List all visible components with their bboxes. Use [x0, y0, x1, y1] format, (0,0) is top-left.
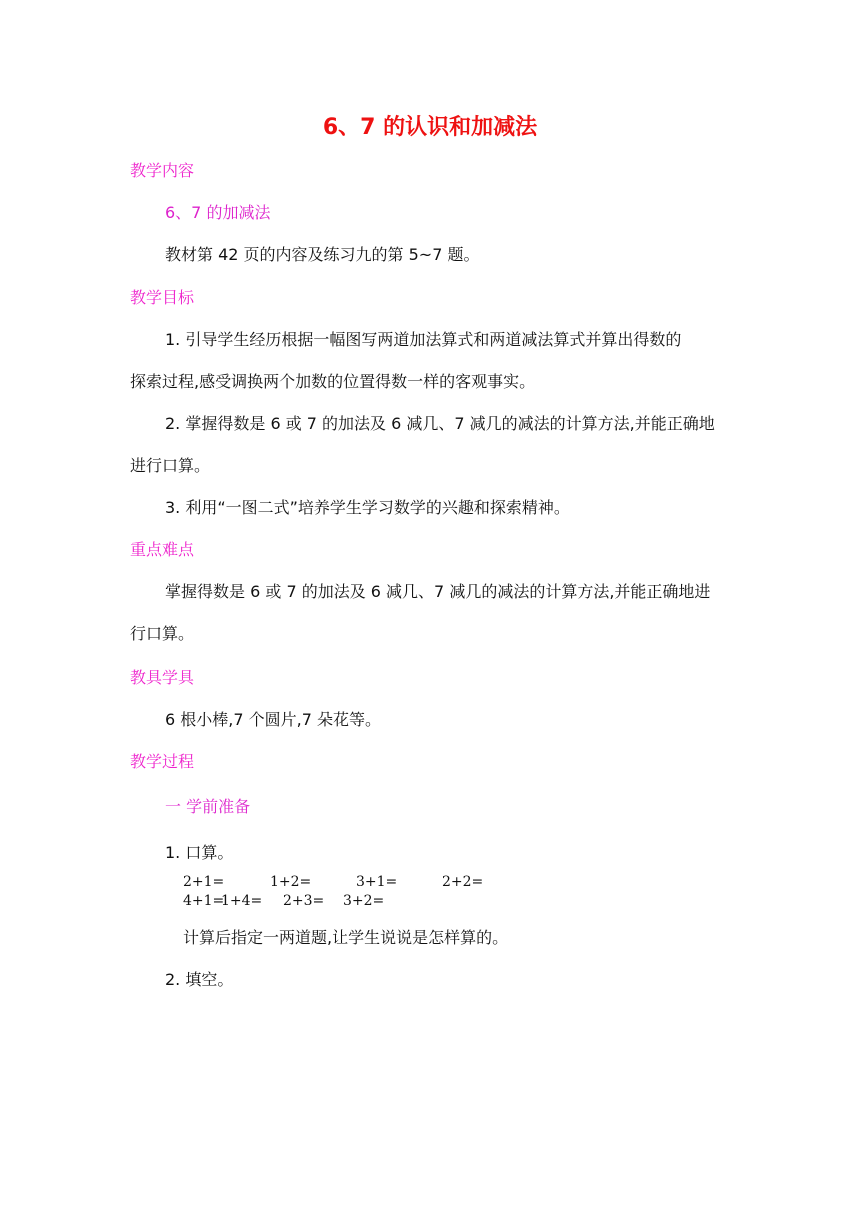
- heading-teaching-process: 教学过程: [130, 752, 195, 771]
- calc-2-plus-1: 2+1=: [183, 874, 225, 890]
- heading-teaching-tools: 教具学具: [130, 668, 195, 687]
- calc-4-plus-1: 4+1=: [183, 893, 225, 909]
- document-title: 6、7 的认识和加减法: [322, 115, 538, 140]
- key-points-line-2: 行口算。: [130, 624, 195, 643]
- goal-1-line-1: 1. 引导学生经历根据一幅图写两道加法算式和两道减法算式并算出得数的: [165, 330, 682, 349]
- goal-2-line-2: 进行口算。: [130, 456, 211, 475]
- calc-1-plus-4: 1+4=: [221, 893, 263, 909]
- calc-2-plus-3: 2+3=: [283, 893, 325, 909]
- goal-2-line-1: 2. 掌握得数是 6 或 7 的加法及 6 减几、7 减几的减法的计算方法,并能正确地: [165, 414, 715, 433]
- goal-1-line-2: 探索过程,感受调换两个加数的位置得数一样的客观事实。: [130, 372, 536, 391]
- calculation-note: 计算后指定一两道题,让学生说说是怎样算的。: [183, 928, 509, 947]
- item-1-oral-calculation: 1. 口算。: [165, 843, 234, 862]
- tools-text: 6 根小棒,7 个圆片,7 朵花等。: [165, 710, 381, 729]
- heading-key-points: 重点难点: [130, 540, 195, 559]
- heading-teaching-content: 教学内容: [130, 161, 195, 180]
- calc-3-plus-1: 3+1=: [356, 874, 398, 890]
- calc-1-plus-2: 1+2=: [270, 874, 312, 890]
- goal-3: 3. 利用“一图二式”培养学生学习数学的兴趣和探索精神。: [165, 498, 570, 517]
- item-2-fill-blank: 2. 填空。: [165, 970, 234, 989]
- content-text: 教材第 42 页的内容及练习九的第 5~7 题。: [165, 245, 480, 264]
- calc-2-plus-2: 2+2=: [442, 874, 484, 890]
- calc-3-plus-2: 3+2=: [343, 893, 385, 909]
- subheading-pre-study: 一 学前准备: [165, 797, 251, 816]
- key-points-line-1: 掌握得数是 6 或 7 的加法及 6 减几、7 减几的减法的计算方法,并能正确地进: [165, 582, 711, 601]
- subheading-addition-subtraction: 6、7 的加减法: [165, 203, 271, 222]
- heading-teaching-goals: 教学目标: [130, 288, 195, 307]
